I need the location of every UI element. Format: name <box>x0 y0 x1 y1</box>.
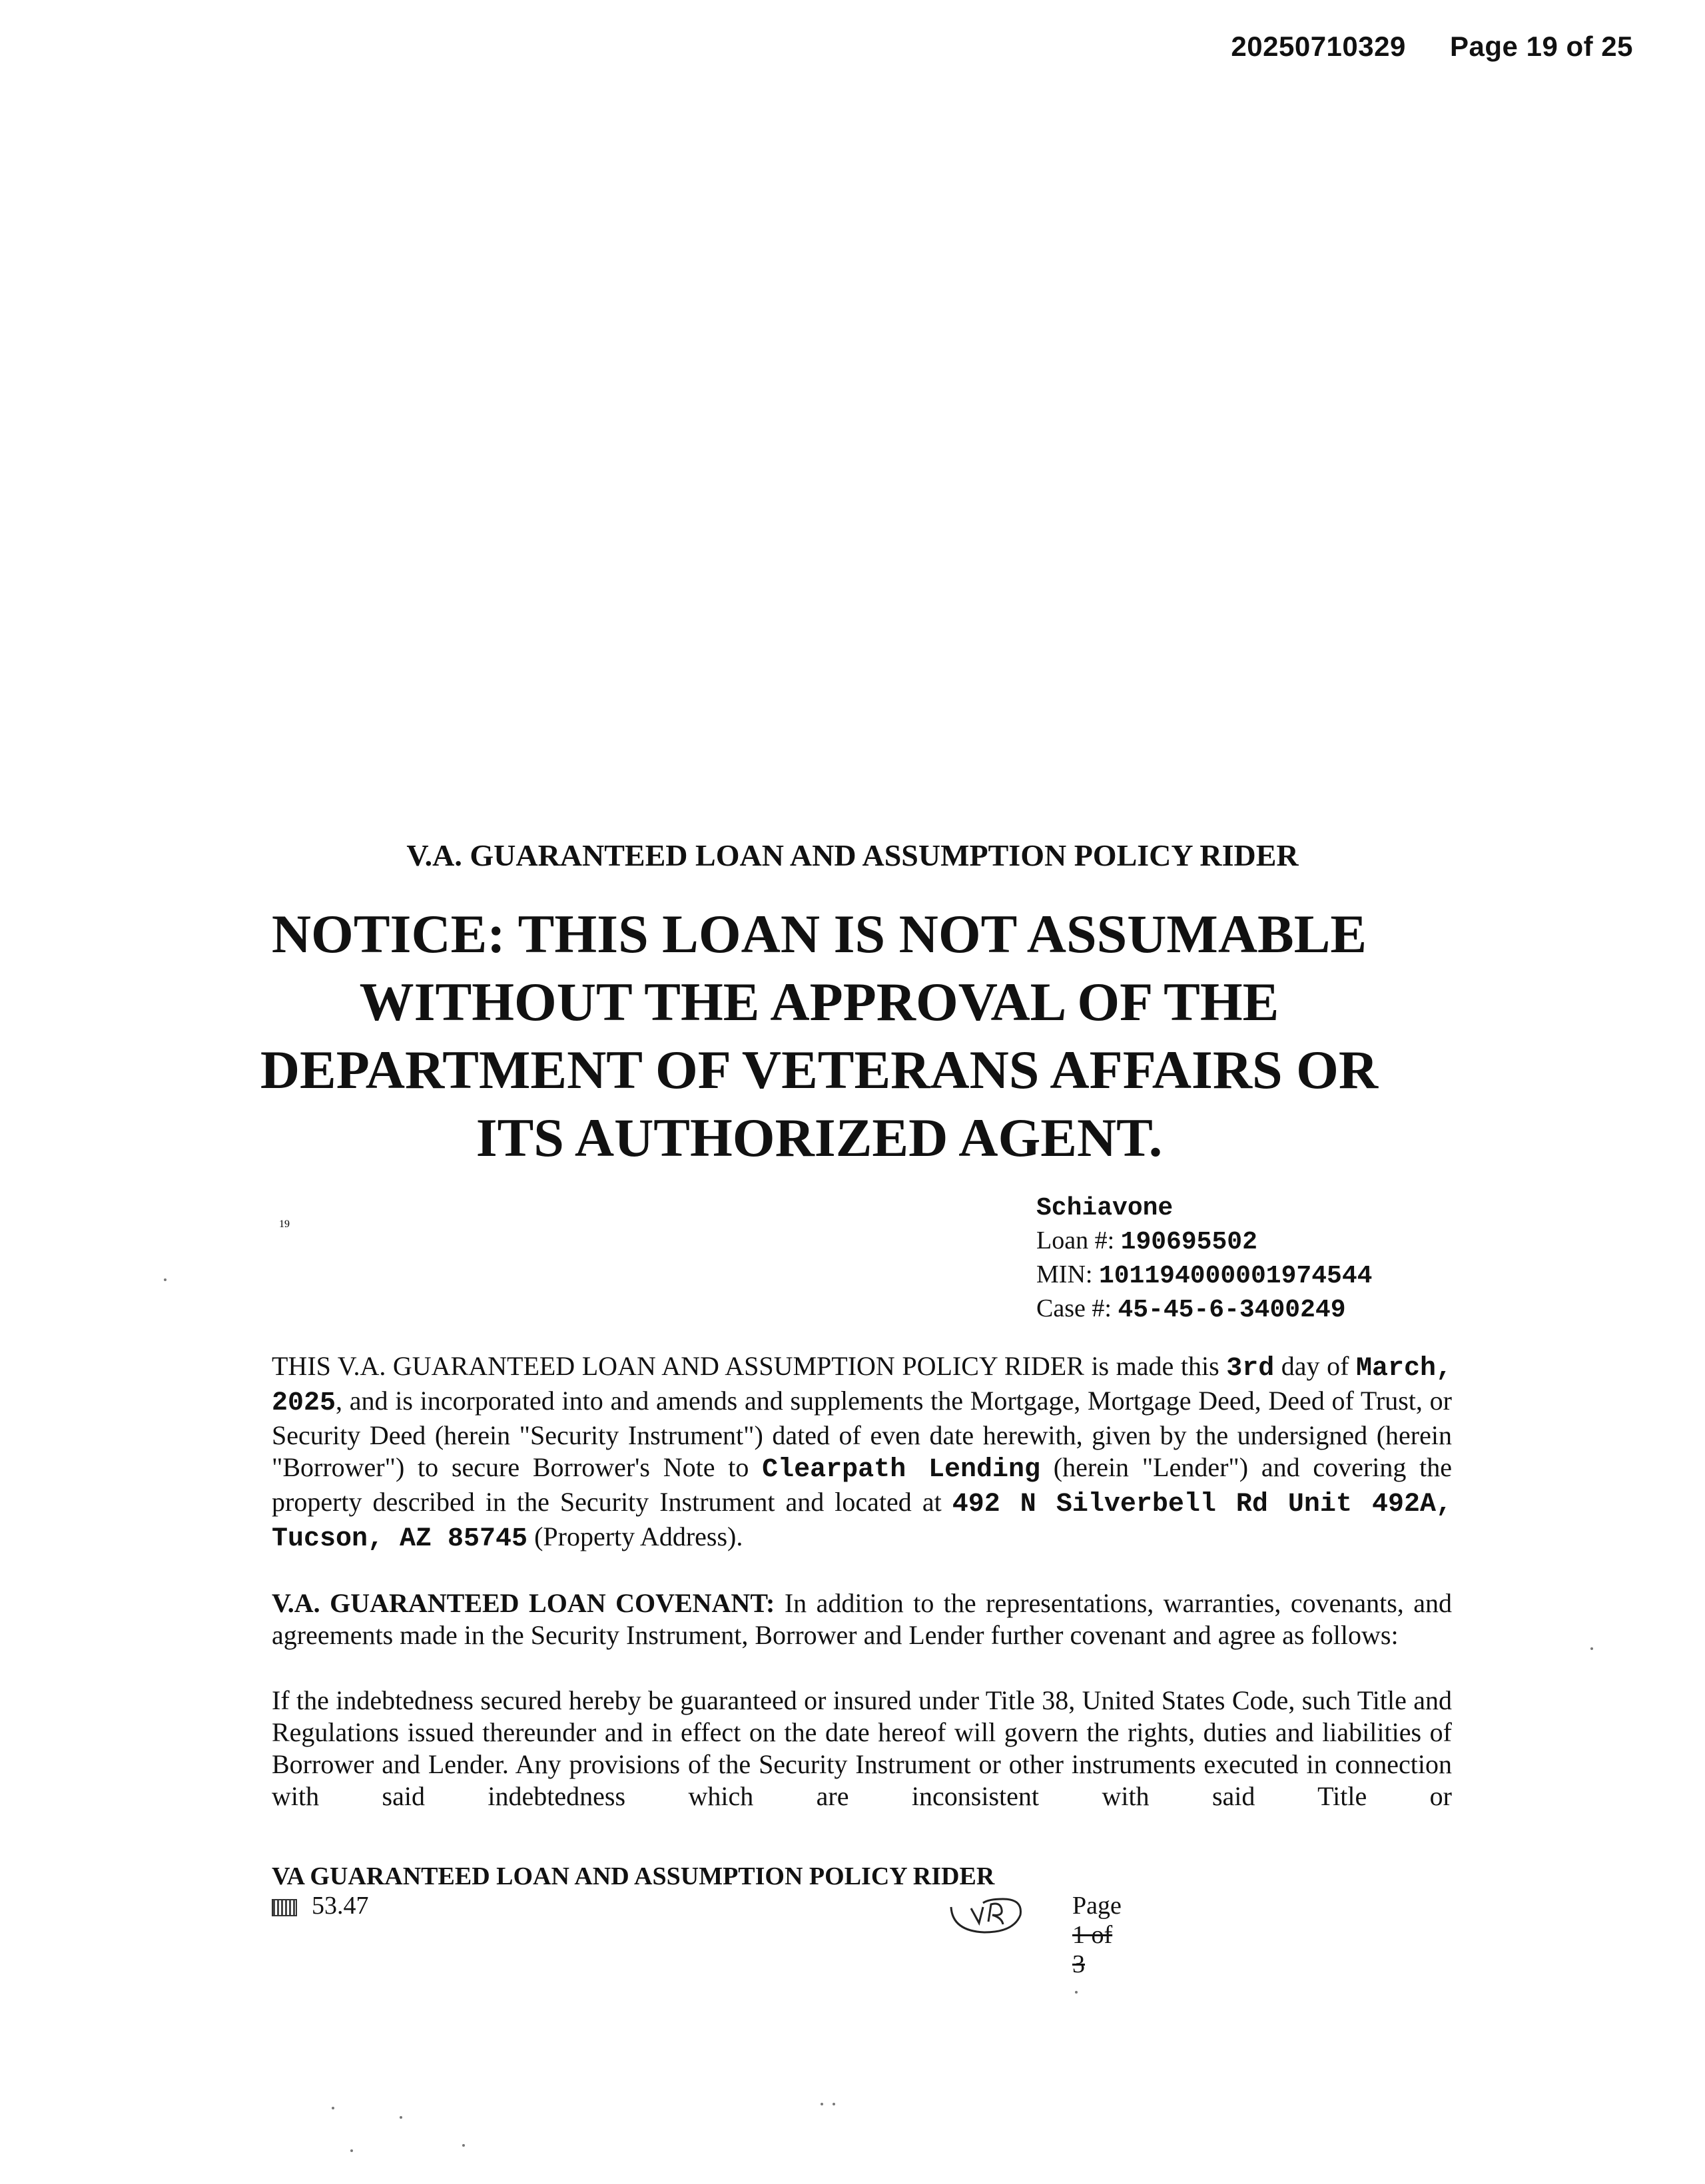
paragraph-text: , and is incorporated into and amends and supplements the Mortgage, Mortgage Deed, Deed of Trust, or Security Deed (herein "Security Instrument") dated of even date herewith, given by the undersigned (herein "Borrower") to secure Borrower's Note to <box>272 1386 1452 1482</box>
scan-speck <box>1075 1991 1078 1994</box>
covenant-heading: V.A. GUARANTEED LOAN COVENANT: <box>272 1588 775 1618</box>
paragraph-text: (herein "Lender") and covering the property described in the Security Instrument and located at <box>272 1452 1452 1517</box>
loan-number: 190695502 <box>1120 1228 1257 1256</box>
page-prefix: Page <box>1072 1892 1122 1920</box>
struck-page-count: 1 of 3 <box>1072 1921 1113 1978</box>
property-address: 492 N Silverbell Rd Unit 492A, Tucson, AZ 85745 <box>272 1490 1452 1554</box>
notice-line: WITHOUT THE APPROVAL OF THE <box>359 971 1279 1032</box>
loan-info-block <box>1036 1191 1372 1326</box>
rider-day: 3rd <box>1226 1354 1275 1384</box>
paragraph-text: In addition to the representations, warranties, covenants, and agreements made in the Security Instrument, Borrower and Lender further covenant and agree as follows: <box>272 1588 1452 1650</box>
scan-speck <box>350 2149 353 2152</box>
scan-speck <box>400 2116 402 2119</box>
page-header <box>1231 31 1633 63</box>
lender-name: Clearpath Lending <box>762 1455 1041 1485</box>
case-number: 45-45-6-3400249 <box>1118 1296 1346 1324</box>
footer-form-title: VA GUARANTEED LOAN AND ASSUMPTION POLICY RIDER <box>272 1862 995 1890</box>
borrower-name: Schiavone <box>1036 1194 1174 1223</box>
form-number: 53.47 <box>312 1892 369 1920</box>
min-label: MIN: <box>1036 1260 1093 1288</box>
paragraph-text: THIS V.A. GUARANTEED LOAN AND ASSUMPTION POLICY RIDER is made this <box>272 1351 1227 1381</box>
rider-intro-paragraph <box>272 1350 1452 1555</box>
rider-title: V.A. GUARANTEED LOAN AND ASSUMPTION POLICY RIDER <box>406 838 1299 872</box>
scan-speck <box>462 2144 465 2147</box>
rider-date: March, 2025 <box>272 1354 1453 1418</box>
footer-page-label <box>1072 1891 1122 1979</box>
loan-number-label: Loan #: <box>1036 1227 1115 1254</box>
case-number-label: Case #: <box>1036 1294 1112 1322</box>
scan-speck <box>1590 1647 1593 1650</box>
page-count-label: Page 19 of 25 <box>1450 31 1633 62</box>
min-number: 101194000001974544 <box>1098 1262 1373 1290</box>
title-38-paragraph: If the indebtedness secured hereby be guaranteed or insured under Title 38, United States Code, such Title and Regulations issued thereunder and in effect on the date hereof will govern the rights, duties and liabilities of Borrower and Lender. Any provisions of the Security Instrument or other instruments executed in connection with said indebtedness which are inconsistent with said Title or <box>272 1685 1452 1811</box>
covenant-paragraph <box>272 1587 1452 1651</box>
paragraph-text: (Property Address). <box>527 1521 743 1551</box>
scan-speck <box>821 2103 823 2105</box>
paragraph-text: day of <box>1274 1351 1356 1381</box>
notice-line: DEPARTMENT OF VETERANS AFFAIRS OR <box>260 1039 1379 1100</box>
form-logo-icon <box>272 1899 297 1916</box>
notice-line: ITS AUTHORIZED AGENT. <box>476 1107 1163 1168</box>
handwritten-page-text: 19 <box>279 1219 290 1230</box>
document-number: 20250710329 <box>1231 31 1406 62</box>
scan-speck <box>164 1278 167 1281</box>
scan-speck <box>833 2103 835 2105</box>
notice-line: NOTICE: THIS LOAN IS NOT ASSUMABLE <box>271 904 1367 964</box>
notice-block <box>220 900 1419 1172</box>
scan-speck <box>332 2107 334 2109</box>
